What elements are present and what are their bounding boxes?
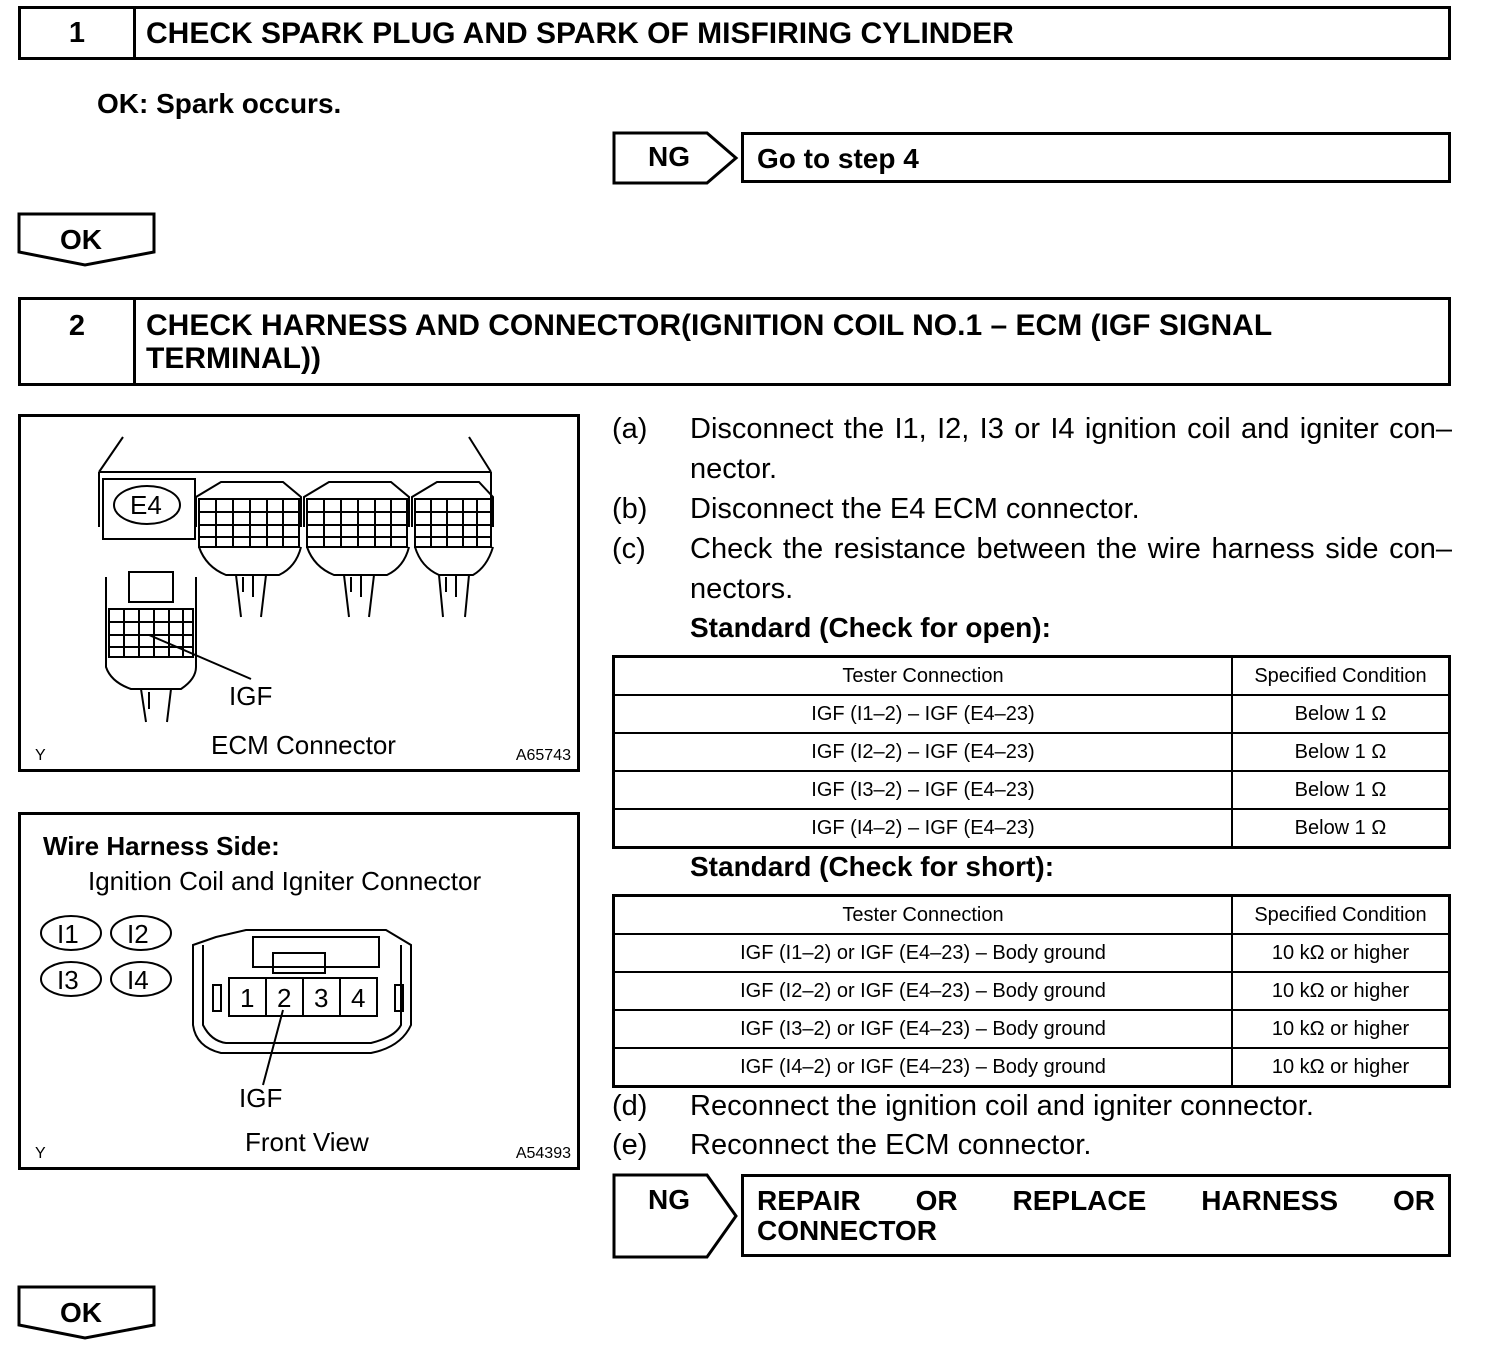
wire-harness-heading: Wire Harness Side: [43, 831, 280, 861]
specified-condition: Below 1 Ω [1232, 733, 1450, 771]
step2-ng-action-box [741, 1174, 1451, 1257]
instruction-a-text: Disconnect the I1, I2, I3 or I4 ignition coil and igniter con– nector. [690, 413, 1452, 485]
step1-header [18, 6, 1451, 60]
ecm-connector-figure [18, 414, 580, 772]
step1-ng-action: Go to step 4 [757, 143, 919, 174]
ignition-figure-code: A54393 [515, 1145, 571, 1162]
ecm-connector-drawing [21, 417, 577, 769]
table-row [614, 695, 1450, 733]
specified-condition: 10 kΩ or higher [1232, 972, 1450, 1010]
table-row [614, 771, 1450, 809]
step2-ng-action-line2: CONNECTOR [757, 1215, 937, 1246]
tester-connection: IGF (I1–2) – IGF (E4–23) [614, 695, 1233, 733]
column-tester-connection: Tester Connection [614, 896, 1233, 935]
table-header-row [614, 657, 1450, 696]
instruction-d-label: (d) [612, 1090, 648, 1122]
ignition-terminal-label: IGF [239, 1083, 283, 1113]
ignition-connector-subheading: Ignition Coil and Igniter Connector [88, 866, 482, 896]
specified-condition: 10 kΩ or higher [1232, 1048, 1450, 1087]
ng-action-word: REPAIR [757, 1185, 861, 1216]
step2-ok-label: OK [60, 1297, 102, 1328]
tester-connection: IGF (I3–2) – IGF (E4–23) [614, 771, 1233, 809]
step1-number: 1 [21, 9, 136, 57]
instruction-a-label: (a) [612, 413, 648, 445]
ng-action-word: OR [915, 1185, 958, 1216]
instruction-b [612, 489, 1452, 529]
connector-tag-i4: I4 [127, 965, 149, 995]
specified-condition: 10 kΩ or higher [1232, 934, 1450, 972]
ng-action-word: OR [1393, 1185, 1435, 1216]
tester-connection: IGF (I3–2) or IGF (E4–23) – Body ground [614, 1010, 1233, 1048]
step1-title: CHECK SPARK PLUG AND SPARK OF MISFIRING CYLINDER [146, 17, 1014, 50]
short-standard-heading: Standard (Check for short): [690, 851, 1055, 882]
ignition-connector-figure [18, 812, 580, 1170]
step2-title: CHECK HARNESS AND CONNECTOR(IGNITION COIL NO.1 – ECM (IGF SIGNAL TERMINAL)) [146, 309, 1272, 375]
ignition-connector-drawing [21, 815, 577, 1167]
ng-action-word: HARNESS [1201, 1185, 1339, 1216]
table-row [614, 972, 1450, 1010]
column-specified-condition: Specified Condition [1232, 896, 1450, 935]
tester-connection: IGF (I2–2) – IGF (E4–23) [614, 733, 1233, 771]
table-row [614, 809, 1450, 848]
connector-tag-i2: I2 [127, 919, 149, 949]
specified-condition: Below 1 Ω [1232, 809, 1450, 848]
ng-action-word: REPLACE [1012, 1185, 1147, 1216]
ecm-figure-corner: Y [35, 747, 46, 764]
short-standard-table [612, 894, 1451, 1088]
instruction-d-text: Reconnect the ignition coil and igniter connector. [690, 1090, 1314, 1122]
step1-ng-action-box [741, 132, 1451, 183]
tester-connection: IGF (I2–2) or IGF (E4–23) – Body ground [614, 972, 1233, 1010]
pin-2: 2 [277, 983, 292, 1013]
pin-3: 3 [314, 983, 329, 1013]
instruction-e-text: Reconnect the ECM connector. [690, 1129, 1092, 1161]
connector-tag-i1: I1 [57, 919, 79, 949]
connector-tag-i3: I3 [57, 965, 79, 995]
step2-number: 2 [21, 300, 136, 383]
table-row [614, 1010, 1450, 1048]
specified-condition: Below 1 Ω [1232, 695, 1450, 733]
open-standard-heading: Standard (Check for open): [690, 612, 1051, 643]
step2-header [18, 297, 1451, 386]
ecm-connector-tag: E4 [130, 490, 162, 520]
step2-ng-action-line1 [757, 1185, 1435, 1217]
ecm-connector-caption: ECM Connector [211, 730, 396, 760]
specified-condition: Below 1 Ω [1232, 771, 1450, 809]
instruction-c-text: Check the resistance between the wire harness side con– nectors. [690, 533, 1452, 605]
table-row [614, 934, 1450, 972]
instruction-b-label: (b) [612, 493, 648, 525]
pin-1: 1 [240, 983, 255, 1013]
tester-connection: IGF (I4–2) or IGF (E4–23) – Body ground [614, 1048, 1233, 1087]
ignition-connector-caption: Front View [245, 1127, 369, 1157]
step1-ok-condition: OK: Spark occurs. [97, 88, 342, 119]
instruction-c [612, 529, 1452, 609]
table-header-row [614, 896, 1450, 935]
ignition-figure-corner: Y [35, 1145, 46, 1162]
ecm-figure-code: A65743 [515, 747, 571, 764]
specified-condition: 10 kΩ or higher [1232, 1010, 1450, 1048]
instruction-d [612, 1086, 1452, 1126]
instruction-a [612, 409, 1452, 489]
ecm-terminal-label: IGF [229, 681, 273, 711]
instruction-c-label: (c) [612, 533, 646, 565]
pin-4: 4 [351, 983, 366, 1013]
instruction-e [612, 1125, 1452, 1165]
open-standard-table [612, 655, 1451, 849]
step1-ng-label: NG [648, 141, 690, 172]
tester-connection: IGF (I1–2) or IGF (E4–23) – Body ground [614, 934, 1233, 972]
table-row [614, 1048, 1450, 1087]
table-row [614, 733, 1450, 771]
tester-connection: IGF (I4–2) – IGF (E4–23) [614, 809, 1233, 848]
column-specified-condition: Specified Condition [1232, 657, 1450, 696]
step1-ok-label: OK [60, 224, 102, 255]
column-tester-connection: Tester Connection [614, 657, 1233, 696]
instruction-e-label: (e) [612, 1129, 648, 1161]
step2-ng-label: NG [648, 1184, 690, 1215]
instruction-b-text: Disconnect the E4 ECM connector. [690, 493, 1140, 525]
